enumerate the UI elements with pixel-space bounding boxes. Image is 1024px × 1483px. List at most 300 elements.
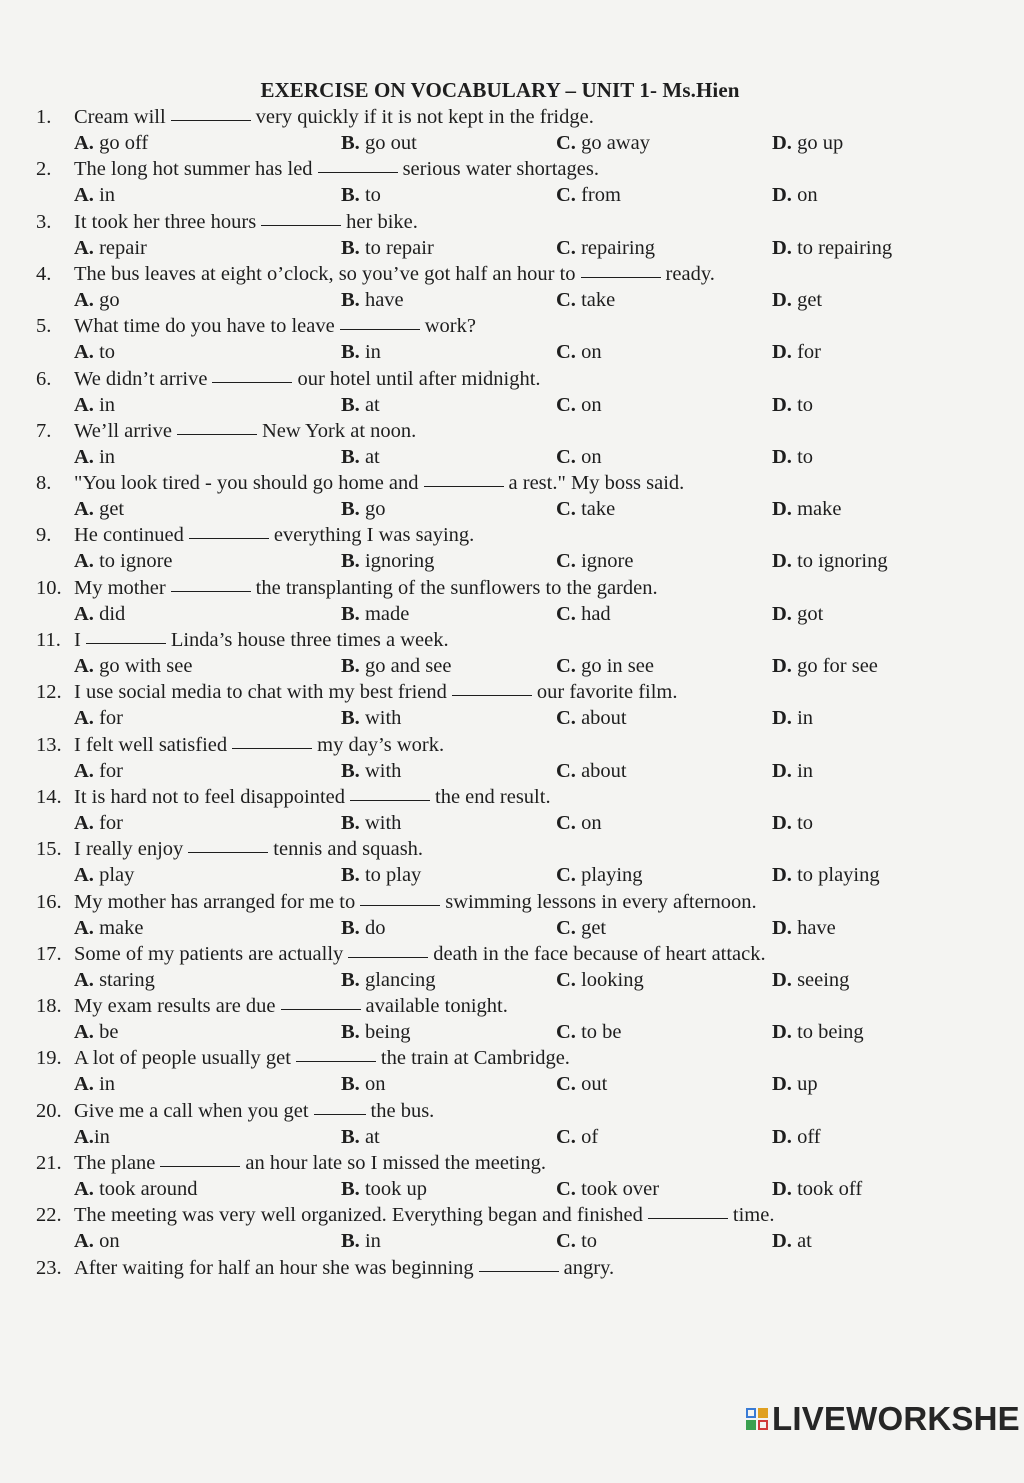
option-letter: D. <box>772 550 798 573</box>
question-text-after: tennis and squash. <box>273 838 424 861</box>
answer-blank[interactable] <box>360 904 440 906</box>
option-c[interactable] <box>556 498 615 521</box>
question-number: 16. <box>36 890 62 913</box>
option-c[interactable] <box>556 1073 607 1096</box>
option-d[interactable] <box>772 341 821 364</box>
option-c[interactable] <box>556 1230 597 1253</box>
option-text: make <box>99 916 144 939</box>
option-d[interactable] <box>772 864 880 887</box>
question-text-before: It took her three hours <box>74 210 257 233</box>
option-c[interactable] <box>556 760 627 783</box>
question-text-after: the bus. <box>370 1099 435 1122</box>
option-a[interactable] <box>74 655 192 678</box>
option-letter: A. <box>74 1073 100 1096</box>
option-letter: D. <box>772 184 798 207</box>
option-letter: A. <box>74 864 100 887</box>
option-d[interactable] <box>772 289 822 312</box>
question-stem <box>36 1257 614 1280</box>
option-text: do <box>364 916 386 939</box>
question-stem <box>36 472 684 495</box>
question-text-before: He continued <box>74 524 184 547</box>
answer-blank[interactable] <box>212 381 292 383</box>
option-a[interactable] <box>74 864 134 887</box>
option-b[interactable] <box>341 446 380 469</box>
question-number: 12. <box>36 681 62 704</box>
option-a[interactable] <box>74 812 123 835</box>
answer-blank[interactable] <box>340 328 420 330</box>
option-b[interactable] <box>341 1126 380 1149</box>
option-a[interactable] <box>74 394 115 417</box>
answer-blank[interactable] <box>581 276 661 278</box>
question-9 <box>0 524 1024 576</box>
question-23 <box>0 1257 1024 1309</box>
option-text: to play <box>364 864 422 887</box>
question-text-after: the train at Cambridge. <box>380 1047 570 1070</box>
option-text: go for see <box>797 655 878 677</box>
question-number: 11. <box>36 629 61 651</box>
option-c[interactable] <box>556 550 633 573</box>
answer-blank[interactable] <box>171 119 251 121</box>
question-text-before: The long hot summer has led <box>74 158 313 181</box>
option-letter: A. <box>74 288 100 311</box>
answer-blank[interactable] <box>177 433 257 435</box>
option-letter: A. <box>74 916 100 939</box>
question-text-after: swimming lessons in every afternoon. <box>445 890 757 913</box>
option-letter: B. <box>341 1125 365 1148</box>
option-letter: A. <box>74 1178 100 1200</box>
question-number: 9. <box>36 524 52 547</box>
option-text: on <box>797 184 818 207</box>
question-number: 23. <box>36 1256 62 1279</box>
option-text: looking <box>581 968 644 991</box>
option-text: go off <box>99 132 149 154</box>
option-text: take <box>581 498 616 521</box>
option-d[interactable] <box>772 812 813 835</box>
option-text: to <box>99 341 116 364</box>
question-text-after: our favorite film. <box>536 681 678 704</box>
question-text-after: New York at noon. <box>261 419 417 442</box>
option-text: go in see <box>581 655 654 677</box>
option-text: took over <box>581 1178 660 1200</box>
question-5 <box>0 315 1024 367</box>
option-text: take <box>581 288 616 311</box>
option-letter: A. <box>74 498 100 521</box>
question-text-before: Give me a call when you get <box>74 1099 309 1122</box>
option-letter: C. <box>556 550 582 573</box>
option-c[interactable] <box>556 446 602 469</box>
option-letter: C. <box>556 655 582 677</box>
option-b[interactable] <box>341 184 381 207</box>
option-b[interactable] <box>341 1178 427 1201</box>
option-letter: C. <box>556 1230 582 1253</box>
option-b[interactable] <box>341 1073 385 1096</box>
option-a[interactable] <box>74 1126 110 1149</box>
option-text: to be <box>581 1021 622 1044</box>
question-number: 19. <box>36 1047 62 1070</box>
question-text-after: very quickly if it is not kept in the fridge. <box>255 106 594 128</box>
option-b[interactable] <box>341 760 401 783</box>
option-b[interactable] <box>341 237 434 260</box>
option-letter: D. <box>772 498 798 521</box>
option-letter: D. <box>772 1178 798 1200</box>
option-b[interactable] <box>341 812 401 835</box>
option-letter: C. <box>556 288 582 311</box>
option-a[interactable] <box>74 132 148 155</box>
option-letter: C. <box>556 341 582 364</box>
option-text: being <box>364 1021 411 1044</box>
option-d[interactable] <box>772 1126 821 1149</box>
question-1 <box>0 106 1024 158</box>
option-text: ignore <box>581 550 634 573</box>
option-a[interactable] <box>74 917 143 940</box>
option-d[interactable] <box>772 655 878 678</box>
question-stem <box>36 629 449 652</box>
option-text: to <box>797 393 814 416</box>
option-letter: A. <box>74 811 100 834</box>
option-b[interactable] <box>341 550 434 573</box>
option-text: in <box>93 1125 110 1148</box>
option-text: get <box>797 288 823 311</box>
option-d[interactable] <box>772 917 836 940</box>
question-text-after: our hotel until after midnight. <box>297 367 541 390</box>
option-letter: D. <box>772 968 798 991</box>
option-text: about <box>581 759 627 782</box>
option-c[interactable] <box>556 969 644 992</box>
question-text-after: the end result. <box>435 785 551 808</box>
option-c[interactable] <box>556 917 606 940</box>
question-text-before: We didn’t arrive <box>74 367 208 390</box>
question-stem <box>36 368 541 391</box>
option-text: on <box>99 1230 120 1253</box>
option-d[interactable] <box>772 184 818 207</box>
option-letter: A. <box>74 1021 100 1044</box>
question-text-before: The bus leaves at eight o’clock, so you’ve got half an hour to <box>74 262 576 285</box>
option-text: in <box>99 393 116 416</box>
option-text: be <box>99 1021 119 1044</box>
option-d[interactable] <box>772 446 813 469</box>
question-text-after: available tonight. <box>365 995 508 1018</box>
option-b[interactable] <box>341 655 451 678</box>
answer-blank[interactable] <box>318 171 398 173</box>
option-letter: B. <box>341 498 365 521</box>
option-letter: C. <box>556 132 582 154</box>
option-c[interactable] <box>556 1178 659 1201</box>
option-c[interactable] <box>556 812 602 835</box>
option-a[interactable] <box>74 1230 120 1253</box>
question-stem <box>36 315 476 338</box>
option-letter: B. <box>341 236 365 259</box>
option-text: on <box>581 811 602 834</box>
logo-grid-icon <box>746 1408 768 1430</box>
option-letter: A. <box>74 1230 100 1253</box>
worksheet-title: EXERCISE ON VOCABULARY – UNIT 1- Ms.Hien <box>260 78 740 102</box>
option-text: to playing <box>797 864 880 887</box>
option-letter: C. <box>556 498 582 521</box>
option-d[interactable] <box>772 1073 818 1096</box>
option-letter: A. <box>74 184 100 207</box>
question-text-before: I <box>74 629 81 651</box>
option-text: got <box>797 602 824 625</box>
option-b[interactable] <box>341 969 436 992</box>
question-stem <box>36 1152 546 1175</box>
question-text-after: an hour late so I missed the meeting. <box>245 1152 546 1174</box>
option-a[interactable] <box>74 341 115 364</box>
question-stem <box>36 263 715 286</box>
option-b[interactable] <box>341 341 381 364</box>
option-d[interactable] <box>772 550 888 573</box>
option-text: on <box>364 1073 386 1096</box>
question-stem <box>36 158 599 181</box>
option-text: in <box>797 707 814 730</box>
option-b[interactable] <box>341 394 380 417</box>
option-a[interactable] <box>74 760 123 783</box>
option-b[interactable] <box>341 917 385 940</box>
question-15 <box>0 838 1024 890</box>
question-16 <box>0 891 1024 943</box>
option-letter: D. <box>772 1021 798 1044</box>
option-letter: C. <box>556 968 582 991</box>
option-a[interactable] <box>74 707 123 730</box>
option-c[interactable] <box>556 184 621 207</box>
option-letter: D. <box>772 1125 798 1148</box>
option-text: off <box>797 1125 821 1148</box>
option-letter: D. <box>772 236 798 259</box>
question-text-before: "You look tired - you should go home and <box>74 472 419 495</box>
question-18 <box>0 995 1024 1047</box>
option-b[interactable] <box>341 707 401 730</box>
option-d[interactable] <box>772 1230 812 1253</box>
option-a[interactable] <box>74 1021 118 1044</box>
option-letter: B. <box>341 445 365 468</box>
option-letter: D. <box>772 655 798 677</box>
option-letter: D. <box>772 707 798 730</box>
question-8 <box>0 472 1024 524</box>
option-letter: D. <box>772 602 798 625</box>
option-text: seeing <box>797 968 850 991</box>
question-text-after: serious water shortages. <box>402 158 599 181</box>
answer-blank[interactable] <box>281 1008 361 1010</box>
option-letter: D. <box>772 759 798 782</box>
question-stem <box>36 106 594 129</box>
option-letter: D. <box>772 811 798 834</box>
option-letter: B. <box>341 655 365 677</box>
option-d[interactable] <box>772 237 892 260</box>
option-letter: B. <box>341 707 365 730</box>
option-text: on <box>581 445 602 468</box>
option-a[interactable] <box>74 1073 115 1096</box>
option-letter: B. <box>341 1021 365 1044</box>
option-d[interactable] <box>772 498 841 521</box>
question-text-after: work? <box>424 315 476 338</box>
option-c[interactable] <box>556 132 650 155</box>
question-text-before: My exam results are due <box>74 995 276 1018</box>
option-letter: A. <box>74 341 100 364</box>
option-letter: C. <box>556 1178 582 1200</box>
question-number: 8. <box>36 472 52 495</box>
option-text: get <box>581 916 607 939</box>
answer-blank[interactable] <box>479 1270 559 1272</box>
question-text-before: My mother <box>74 576 166 599</box>
option-text: go with see <box>99 655 193 677</box>
question-text-after: time. <box>732 1204 775 1227</box>
option-text: go up <box>797 132 844 154</box>
option-d[interactable] <box>772 394 813 417</box>
option-text: have <box>797 916 836 939</box>
option-text: to ignore <box>99 550 173 573</box>
option-b[interactable] <box>341 1230 381 1253</box>
option-letter: C. <box>556 184 582 207</box>
option-letter: A. <box>74 132 100 154</box>
option-text: go away <box>581 132 650 154</box>
option-text: on <box>581 393 602 416</box>
option-letter: D. <box>772 864 798 887</box>
question-number: 22. <box>36 1204 62 1227</box>
answer-blank[interactable] <box>188 851 268 853</box>
question-stem <box>36 1047 570 1070</box>
answer-blank[interactable] <box>261 224 341 226</box>
option-b[interactable] <box>341 1021 410 1044</box>
answer-blank[interactable] <box>232 747 312 749</box>
question-stem <box>36 734 444 757</box>
question-number: 14. <box>36 785 62 808</box>
answer-blank[interactable] <box>348 956 428 958</box>
question-7 <box>0 420 1024 472</box>
question-text-before: Cream will <box>74 106 166 128</box>
question-20 <box>0 1100 1024 1152</box>
option-text: at <box>797 1230 812 1253</box>
option-d[interactable] <box>772 1021 864 1044</box>
option-text: go <box>99 288 120 311</box>
answer-blank[interactable] <box>296 1060 376 1062</box>
option-text: go <box>364 498 386 521</box>
question-text-after: the transplanting of the sunflowers to the garden. <box>255 576 658 599</box>
answer-blank[interactable] <box>314 1113 366 1115</box>
question-stem <box>36 1204 774 1227</box>
option-letter: A. <box>74 445 100 468</box>
question-19 <box>0 1047 1024 1099</box>
option-c[interactable] <box>556 341 602 364</box>
question-number: 21. <box>36 1152 62 1174</box>
answer-blank[interactable] <box>86 642 166 644</box>
option-text: of <box>581 1125 599 1148</box>
option-d[interactable] <box>772 969 849 992</box>
option-d[interactable] <box>772 760 813 783</box>
option-text: to ignoring <box>797 550 888 573</box>
option-b[interactable] <box>341 498 385 521</box>
option-letter: D. <box>772 288 798 311</box>
option-letter: C. <box>556 602 582 625</box>
option-text: to being <box>797 1021 864 1044</box>
option-text: repairing <box>581 236 656 259</box>
option-text: repair <box>99 236 147 259</box>
option-a[interactable] <box>74 550 173 573</box>
option-text: in <box>99 1073 116 1096</box>
question-text-after: everything I was saying. <box>273 524 475 547</box>
question-text-before: What time do you have to leave <box>74 315 335 338</box>
option-text: ignoring <box>364 550 435 573</box>
question-17 <box>0 943 1024 995</box>
answer-blank[interactable] <box>189 537 269 539</box>
answer-blank[interactable] <box>350 799 430 801</box>
answer-blank[interactable] <box>171 590 251 592</box>
liveworksheets-logo <box>746 1400 1024 1440</box>
option-c[interactable] <box>556 1021 621 1044</box>
option-d[interactable] <box>772 1178 862 1201</box>
option-text: play <box>99 864 135 887</box>
option-a[interactable] <box>74 1178 198 1201</box>
answer-blank[interactable] <box>648 1217 728 1219</box>
option-d[interactable] <box>772 603 823 626</box>
answer-blank[interactable] <box>424 485 504 487</box>
answer-blank[interactable] <box>452 694 532 696</box>
question-3 <box>0 211 1024 263</box>
option-c[interactable] <box>556 864 643 887</box>
option-text: to repair <box>364 236 434 259</box>
option-c[interactable] <box>556 1126 598 1149</box>
question-stem <box>36 838 423 861</box>
option-b[interactable] <box>341 864 421 887</box>
option-letter: D. <box>772 341 798 364</box>
option-letter: A. <box>74 236 100 259</box>
option-b[interactable] <box>341 132 417 155</box>
option-letter: C. <box>556 916 582 939</box>
answer-blank[interactable] <box>160 1165 240 1167</box>
option-text: with <box>364 759 402 782</box>
option-b[interactable] <box>341 603 409 626</box>
option-c[interactable] <box>556 655 654 678</box>
option-a[interactable] <box>74 498 124 521</box>
option-text: for <box>99 759 123 782</box>
option-a[interactable] <box>74 446 115 469</box>
question-stem <box>36 891 757 914</box>
option-letter: C. <box>556 707 582 730</box>
option-c[interactable] <box>556 237 655 260</box>
question-text-before: I felt well satisfied <box>74 733 228 756</box>
option-text: took around <box>99 1178 198 1200</box>
option-letter: B. <box>341 341 365 364</box>
option-a[interactable] <box>74 289 120 312</box>
question-stem <box>36 524 474 547</box>
option-letter: B. <box>341 811 365 834</box>
option-letter: A. <box>74 393 100 416</box>
option-text: in <box>364 341 381 364</box>
option-a[interactable] <box>74 237 147 260</box>
question-number: 20. <box>36 1099 62 1122</box>
option-letter: C. <box>556 236 582 259</box>
option-text: did <box>99 602 126 625</box>
option-letter: A. <box>74 968 100 991</box>
option-d[interactable] <box>772 707 813 730</box>
option-letter: B. <box>341 288 365 311</box>
option-c[interactable] <box>556 289 615 312</box>
question-text-before: A lot of people usually get <box>74 1047 291 1070</box>
option-d[interactable] <box>772 132 843 155</box>
option-a[interactable] <box>74 603 125 626</box>
option-a[interactable] <box>74 969 155 992</box>
option-letter: D. <box>772 132 798 154</box>
option-text: to repairing <box>797 236 893 259</box>
option-letter: D. <box>772 393 798 416</box>
option-letter: A. <box>74 602 100 625</box>
option-a[interactable] <box>74 184 115 207</box>
question-text-after: her bike. <box>346 210 418 233</box>
option-b[interactable] <box>341 289 404 312</box>
option-c[interactable] <box>556 707 627 730</box>
option-text: made <box>364 602 410 625</box>
option-c[interactable] <box>556 603 611 626</box>
question-stem <box>36 211 418 234</box>
option-c[interactable] <box>556 394 602 417</box>
